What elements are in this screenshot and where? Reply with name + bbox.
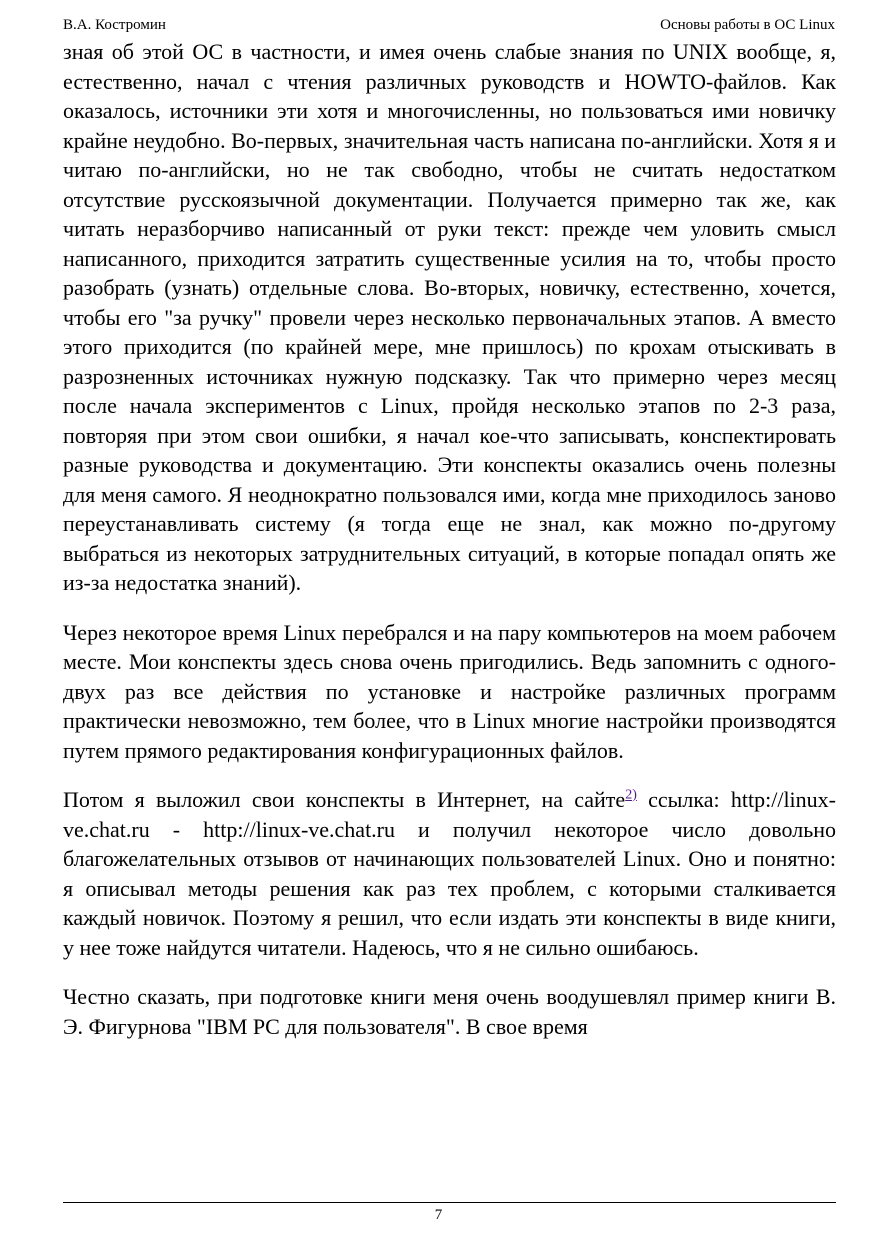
body-paragraph-3 — [63, 785, 836, 962]
paragraph-3-text-after: ссылка: http://linux-ve.chat.ru - http://linux-ve.chat.ru и получил некоторое число довольно благожелательных отзывов от начинающих пользователей Linux. Оно и понятно: я описывал методы решения как раз тех проблем, с которыми сталкивается каждый новичок. Поэтому я решил, что если издать эти конспекты в виде книги, у нее тоже найдутся читатели. Надеюсь, что я не сильно ошибаюсь. — [63, 787, 836, 960]
footnote-link-2[interactable]: 2) — [625, 787, 637, 803]
page-number: 7 — [434, 1207, 443, 1223]
body-paragraph-4: Честно сказать, при подготовке книги меня очень воодушевлял пример книги В. Э. Фигурнова "IBM PC для пользователя". В свое время — [63, 984, 836, 1039]
footer-divider — [63, 1202, 836, 1203]
body-paragraph-2: Через некоторое время Linux перебрался и на пару компьютеров на моем рабочем месте. Мои конспекты здесь снова очень пригодились. Ведь запомнить с одного-двух раз все действия по установке и настройке различных программ практически невозможно, тем более, что в Linux многие настройки производятся путем прямого редактирования конфигурационных файлов. — [63, 619, 836, 763]
running-header — [63, 15, 835, 35]
body-paragraph-1: зная об этой ОС в частности, и имея очень слабые знания по UNIX вообще, я, естественно, начал с чтения различных руководств и HOWTO-файлов. Как оказалось, источники эти хотя и многочисленны, но пользоваться ими новичку крайне неудобно. Во-первых, значительная часть написана по-английски. Хотя я и читаю по-английски, но не так свободно, чтобы не считать недостатком отсутствие русскоязычной документации. Получается примерно так же, как читать неразборчиво написанный от руки текст: прежде чем уловить смысл написанного, приходится затратить существенные усилия на то, чтобы просто разобрать (узнать) отдельные слова. Во-вторых, новичку, естественно, хочется, чтобы его "за ручку" провели через несколько первоначальных этапов. А вместо этого приходится (по крайней мере, мне пришлось) по крохам отыскивать в разрозненных источниках нужную подсказку. Так что примерно через месяц после начала экспериментов с Linux, пройдя несколько этапов по 2-3 раза, повторяя при этом свои ошибки, я начал кое-что записывать, конспектировать разные руководства и документацию. Эти конспекты оказались очень полезны для меня самого. Я неоднократно пользовался ими, когда мне приходилось заново переустанавливать систему (я тогда еще не знал, как можно по-другому выбраться из некоторых затруднительных ситуаций, в которые попадал опять же из-за недостатка знаний). — [63, 39, 836, 595]
header-author: В.А. Костромин — [63, 17, 166, 33]
paragraph-3-text-before: Потом я выложил свои конспекты в Интернет, на сайте — [63, 787, 626, 812]
page-body — [63, 37, 836, 1041]
header-book-title: Основы работы в ОС Linux — [660, 17, 835, 33]
